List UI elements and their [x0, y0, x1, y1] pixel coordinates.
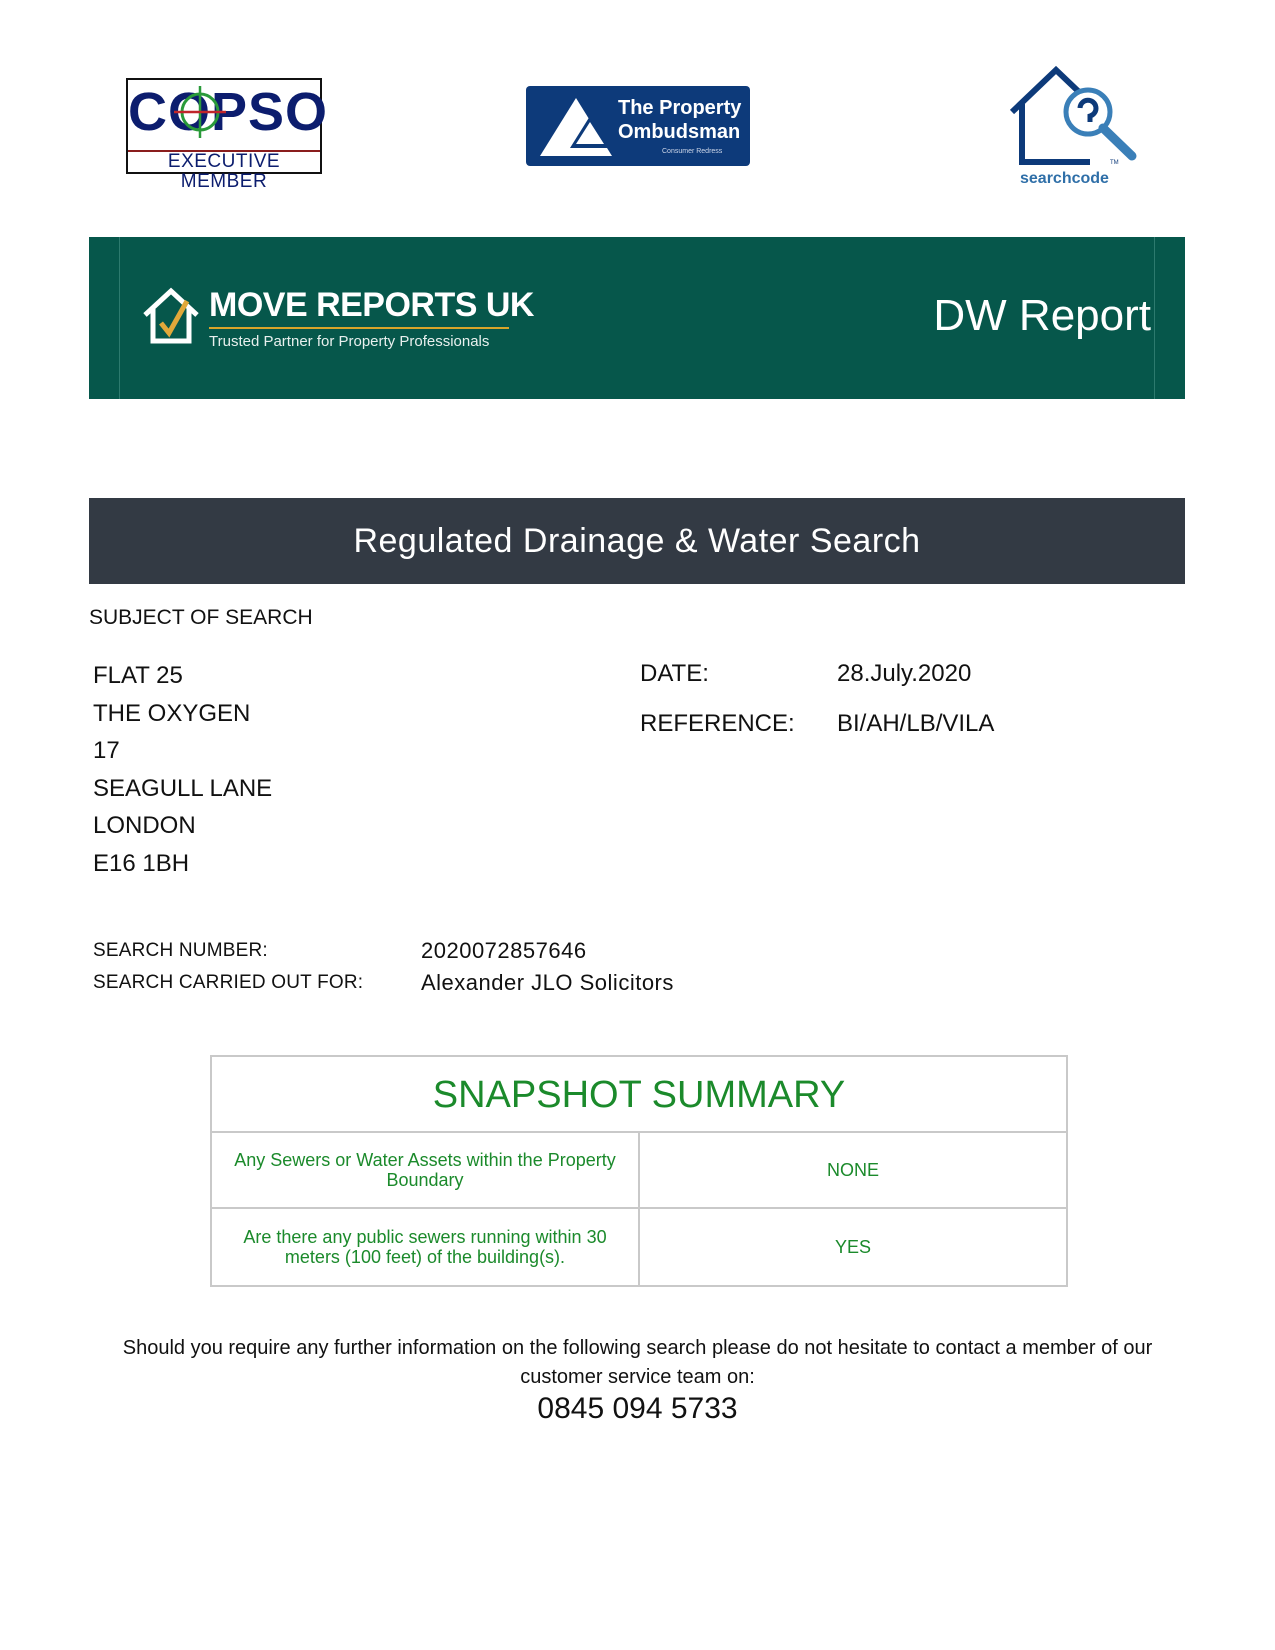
question-cell: Any Sewers or Water Assets within the Property Boundary: [212, 1133, 640, 1207]
banner-edge-right: [1154, 237, 1155, 399]
snapshot-heading: SNAPSHOT SUMMARY: [212, 1057, 1066, 1133]
answer-cell: NONE: [826, 1159, 879, 1180]
brand-name: MOVE REPORTS UK: [209, 286, 534, 324]
table-row: [212, 1133, 1066, 1209]
address-line: SEAGULL LANE: [93, 774, 273, 802]
subject-label: SUBJECT OF SEARCH: [89, 606, 313, 629]
copso-logo-word: COPSO: [128, 82, 329, 142]
reference-label: REFERENCE:: [640, 710, 795, 737]
carried-out-for-label: SEARCH CARRIED OUT FOR:: [93, 972, 364, 993]
search-title: Regulated Drainage & Water Search: [89, 498, 1185, 584]
searchcode-logo: [1006, 64, 1156, 194]
crosshair-icon: [172, 84, 228, 140]
copso-subtitle: EXECUTIVE MEMBER: [128, 150, 320, 172]
table-row: [212, 1209, 1066, 1285]
carried-out-for-value: Alexander JLO Solicitors: [421, 970, 674, 995]
address-block: [93, 657, 272, 882]
address-line: 17: [93, 737, 120, 764]
property-ombudsman-logo: [526, 86, 750, 166]
address-line: THE OXYGEN: [93, 699, 251, 727]
date-label: DATE:: [640, 660, 709, 687]
address-line: E16 1BH: [93, 849, 190, 877]
reference-value: BI/AH/LB/VILA: [837, 710, 995, 737]
answer-cell: YES: [834, 1236, 872, 1257]
ombudsman-line1: The Property: [618, 97, 742, 119]
address-line: FLAT 25: [93, 662, 183, 689]
date-value: 28.July.2020: [837, 660, 972, 687]
house-check-icon: [141, 287, 201, 347]
searchcode-tm: TM: [1110, 160, 1119, 166]
report-type: DW Report: [933, 291, 1151, 340]
ombudsman-line3: Consumer Redress: [662, 148, 723, 155]
address-line: LONDON: [93, 812, 196, 839]
searchcode-label: searchcode: [1020, 170, 1109, 187]
search-number-value: 2020072857646: [421, 938, 587, 963]
question-cell: Are there any public sewers running within 30 meters (100 feet) of the building(s).: [212, 1209, 640, 1285]
banner-edge-left: [119, 237, 120, 399]
ombudsman-line2: Ombudsman: [618, 121, 741, 143]
brand-underline: [209, 327, 509, 329]
searchcode-house-icon: [1006, 64, 1156, 174]
copso-logo: [126, 78, 329, 192]
search-number-label: SEARCH NUMBER:: [93, 940, 268, 961]
contact-phone: 0845 094 5733: [537, 1392, 738, 1425]
ombudsman-triangle-icon: [536, 94, 616, 158]
brand-tagline: Trusted Partner for Property Professionals: [209, 333, 490, 350]
contact-text: Should you require any further information on the following search please do not hesitate to contact a member of our customer service team on:: [122, 1337, 1153, 1388]
snapshot-summary-table: [210, 1055, 1068, 1287]
report-banner: [89, 237, 1185, 399]
